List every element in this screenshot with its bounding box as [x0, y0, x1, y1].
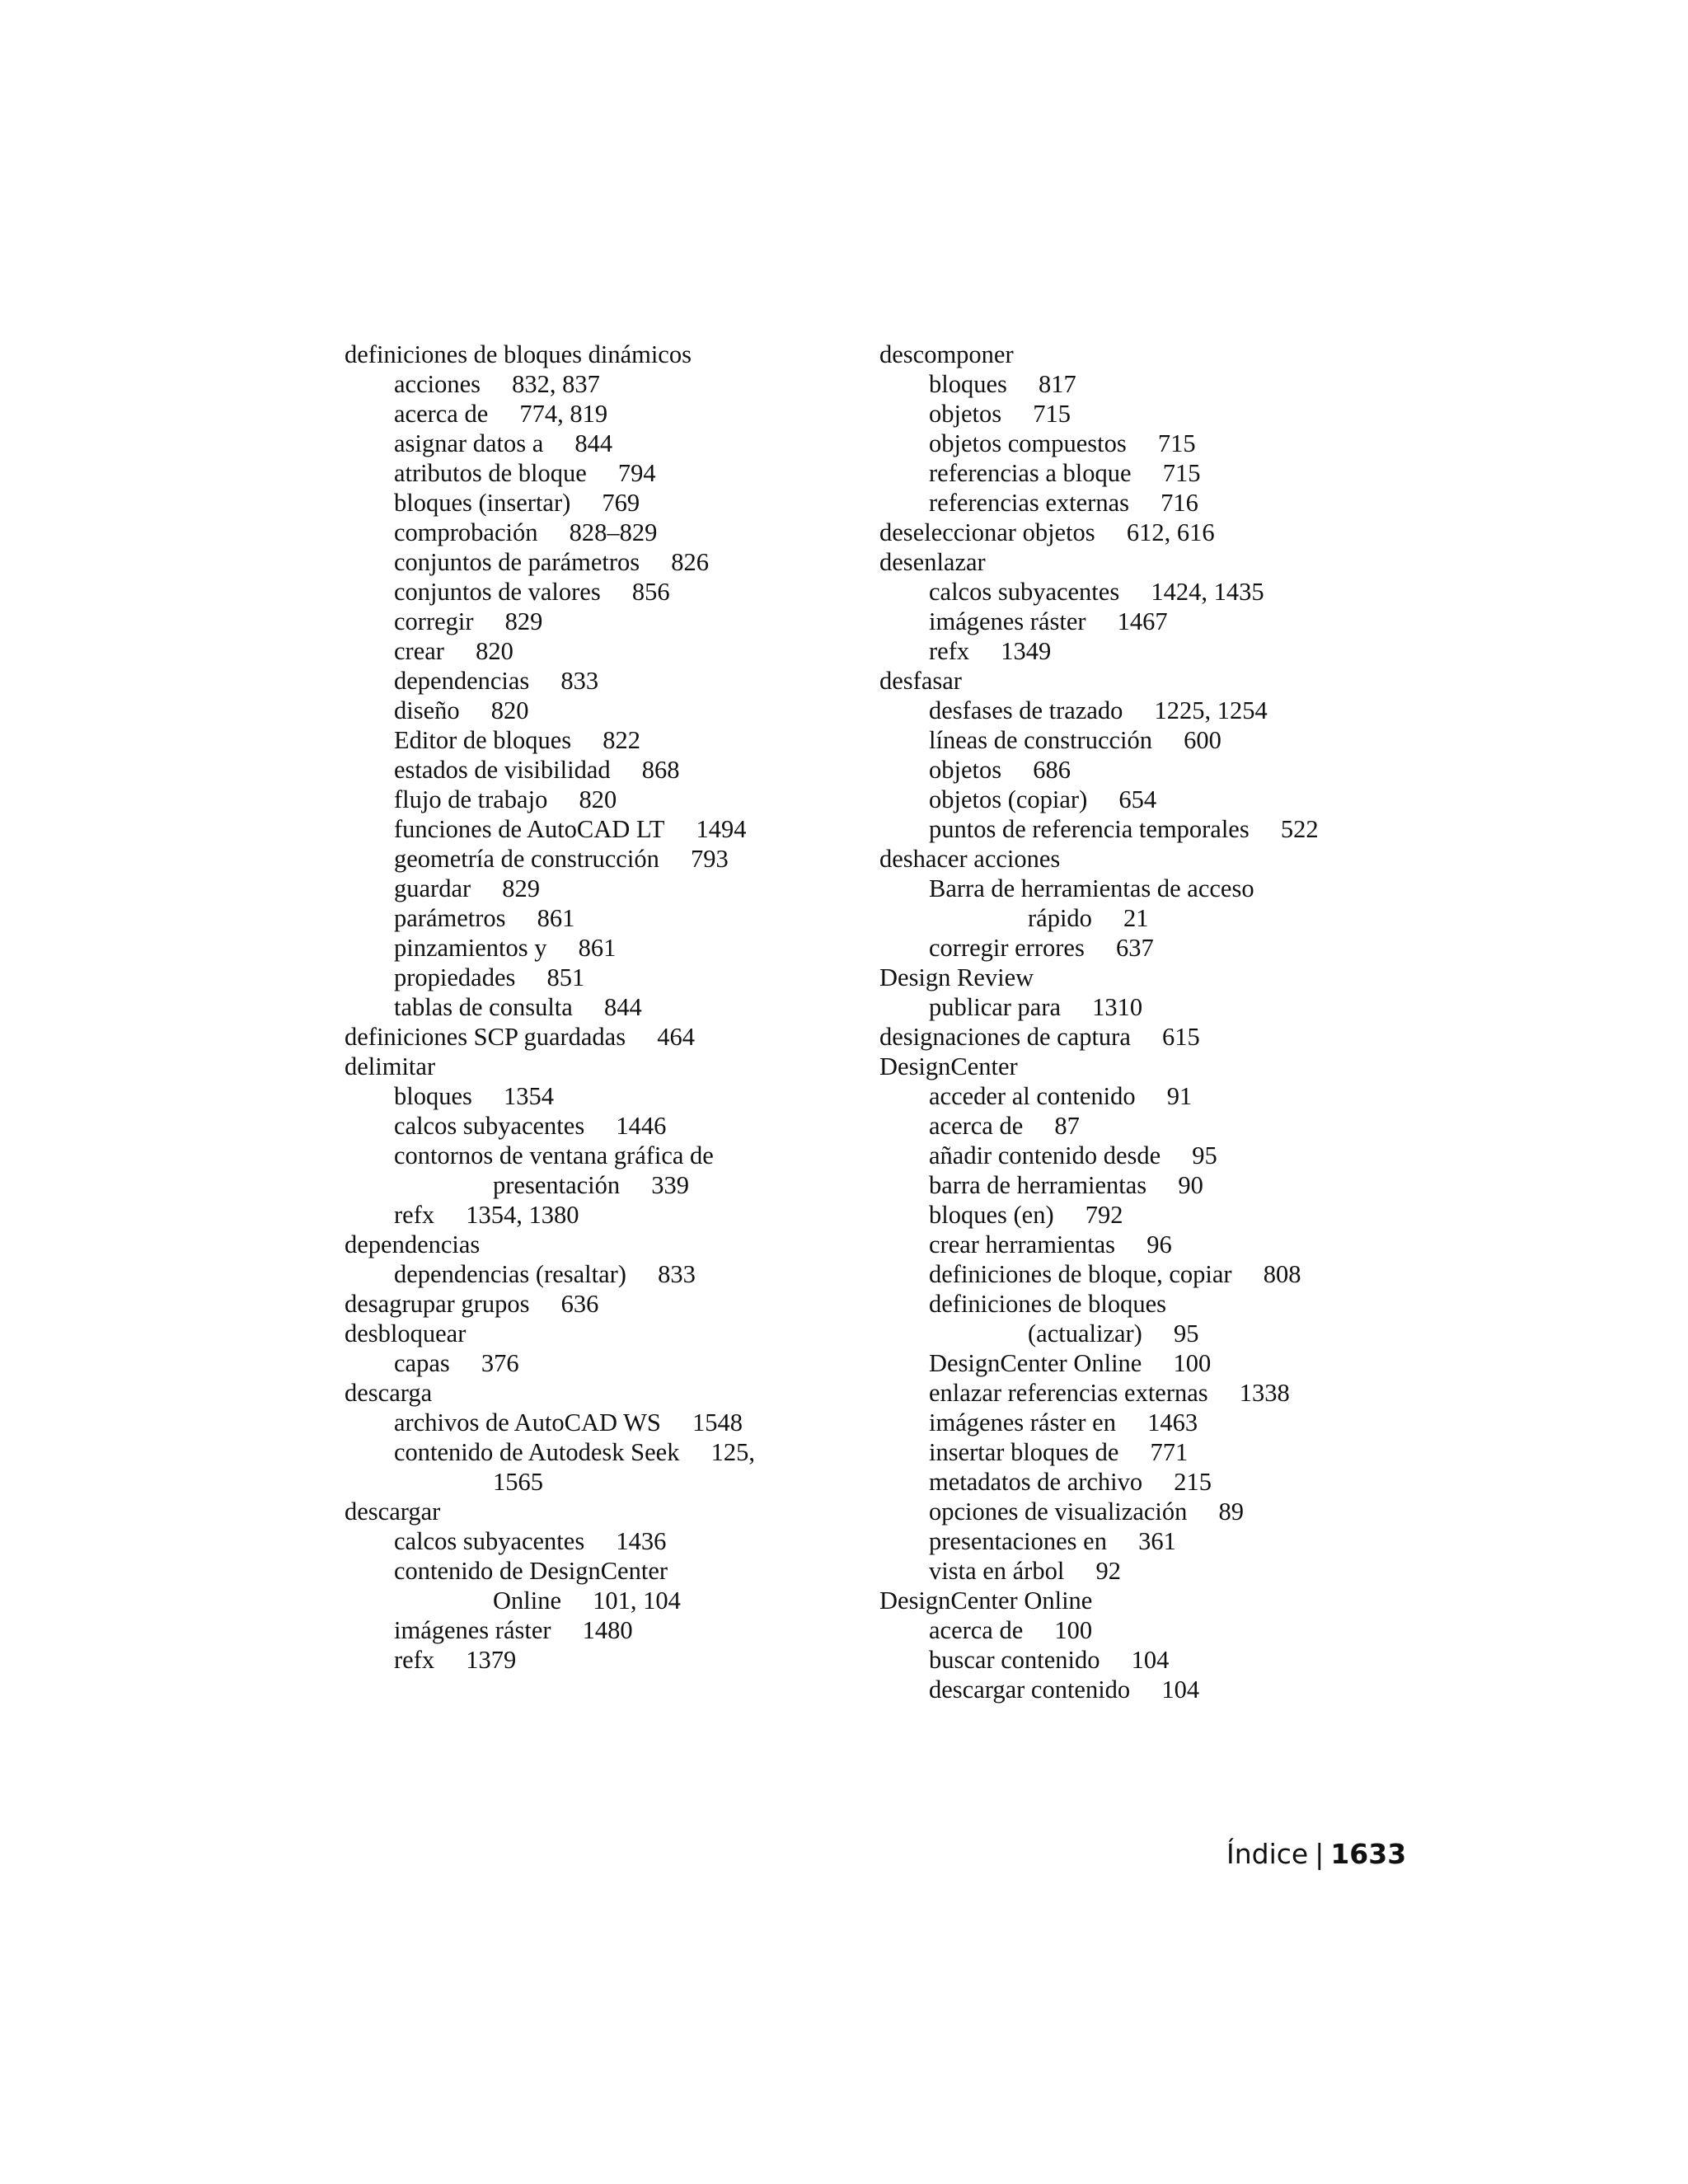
index-page-refs: 828–829: [569, 518, 658, 546]
index-subentry: [879, 1230, 1407, 1259]
index-term: comprobación: [394, 518, 538, 546]
index-entry: [345, 1230, 839, 1259]
index-subentry: [345, 1437, 839, 1467]
index-term: objetos: [929, 756, 1002, 784]
index-page-refs: 1463: [1147, 1408, 1198, 1436]
index-subentry: [879, 399, 1407, 429]
index-subentry: [879, 1526, 1407, 1556]
index-entry: [879, 1022, 1407, 1052]
index-page-refs: 808: [1263, 1260, 1301, 1288]
index-continuation: [879, 903, 1407, 933]
index-term: 1565: [493, 1468, 543, 1496]
index-term: descarga: [345, 1379, 433, 1407]
index-entry: [879, 518, 1407, 547]
index-page-refs: 844: [603, 993, 642, 1021]
index-term: descargar: [345, 1497, 441, 1526]
index-term: líneas de construcción: [929, 726, 1153, 754]
index-term: conjuntos de valores: [394, 578, 601, 606]
index-term: insertar bloques de: [929, 1438, 1119, 1466]
index-page-refs: 1436: [616, 1527, 667, 1555]
index-page-refs: 21: [1123, 904, 1149, 932]
index-term: propiedades: [394, 963, 516, 991]
index-term: dependencias (resaltar): [394, 1260, 626, 1288]
index-page-refs: 1354, 1380: [466, 1201, 579, 1229]
page-footer: [1226, 1838, 1416, 1871]
index-subentry: [879, 1259, 1407, 1289]
index-subentry: [345, 636, 839, 666]
index-term: desenlazar: [879, 548, 986, 576]
index-entry: [879, 1586, 1407, 1615]
index-page-refs: 861: [537, 904, 575, 932]
index-subentry: [879, 1467, 1407, 1497]
index-subentry: [345, 1526, 839, 1556]
index-subentry: [345, 725, 839, 755]
index-page-refs: 829: [504, 607, 543, 635]
index-page-refs: 125,: [710, 1438, 755, 1466]
index-term: (actualizar): [1028, 1319, 1142, 1347]
index-subentry: [879, 1111, 1407, 1141]
index-page-refs: 1424, 1435: [1151, 578, 1264, 606]
index-page-refs: 829: [502, 874, 541, 902]
index-subentry: [879, 1645, 1407, 1675]
index-page-refs: 1354: [504, 1082, 555, 1110]
index-subentry: [345, 1408, 839, 1437]
index-continuation: [345, 1170, 839, 1200]
index-term: estados de visibilidad: [394, 756, 611, 784]
index-subentry: [879, 1437, 1407, 1467]
index-term: imágenes ráster en: [929, 1408, 1116, 1436]
index-page-refs: 1446: [616, 1112, 667, 1140]
index-entry: [879, 1052, 1407, 1081]
index-subentry: [879, 1556, 1407, 1586]
index-term: dependencias: [394, 667, 530, 695]
index-subentry: [345, 874, 839, 903]
index-page-refs: 817: [1039, 370, 1076, 398]
index-subentry: [345, 1615, 839, 1645]
index-page-refs: 100: [1054, 1616, 1093, 1644]
index-page-refs: 90: [1178, 1171, 1203, 1199]
index-subentry: [879, 933, 1407, 963]
index-subentry: [345, 488, 839, 518]
index-term: refx: [394, 1201, 435, 1229]
index-term: referencias externas: [929, 489, 1129, 517]
index-continuation: [345, 1586, 839, 1615]
index-subentry: [879, 429, 1407, 458]
index-subentry: [345, 696, 839, 725]
index-entry: [879, 340, 1407, 369]
index-term: bloques: [929, 370, 1007, 398]
index-subentry: [345, 1259, 839, 1289]
index-entry: [345, 1022, 839, 1052]
index-page-refs: 822: [603, 726, 641, 754]
index-page-refs: 654: [1118, 785, 1157, 813]
index-term: desfasar: [879, 667, 962, 695]
index-subentry: [345, 933, 839, 963]
index-term: acerca de: [929, 1616, 1024, 1644]
index-term: referencias a bloque: [929, 459, 1132, 487]
index-term: Design Review: [879, 963, 1034, 991]
index-page-refs: 92: [1095, 1557, 1121, 1585]
index-subentry: [879, 1497, 1407, 1526]
index-term: barra de herramientas: [929, 1171, 1147, 1199]
index-entry: [345, 1289, 839, 1319]
index-term: calcos subyacentes: [394, 1112, 585, 1140]
index-page-refs: 1467: [1117, 607, 1168, 635]
index-term: Editor de bloques: [394, 726, 572, 754]
index-page-refs: 1494: [696, 815, 747, 843]
index-term: publicar para: [929, 993, 1062, 1021]
index-subentry: [345, 607, 839, 636]
index-subentry: [345, 903, 839, 933]
index-page-refs: 89: [1218, 1497, 1244, 1526]
index-term: presentación: [493, 1171, 621, 1199]
index-subentry: [879, 1675, 1407, 1704]
index-page-refs: 95: [1173, 1319, 1199, 1347]
index-term: DesignCenter: [879, 1052, 1018, 1080]
index-term: conjuntos de parámetros: [394, 548, 640, 576]
index-page-refs: 104: [1161, 1675, 1200, 1704]
index-subentry: [879, 369, 1407, 399]
index-term: geometría de construcción: [394, 845, 659, 873]
index-term: capas: [394, 1349, 450, 1377]
index-page-refs: 820: [490, 696, 529, 724]
index-subentry: [345, 577, 839, 607]
index-page-refs: 715: [1033, 400, 1071, 428]
index-subentry: [345, 666, 839, 696]
index-subentry: [345, 1200, 839, 1230]
index-page-refs: 851: [546, 963, 585, 991]
index-term: deseleccionar objetos: [879, 518, 1095, 546]
index-subentry: [879, 725, 1407, 755]
index-subentry: [879, 1615, 1407, 1645]
index-page-refs: 820: [579, 785, 617, 813]
index-page-refs: 615: [1162, 1023, 1200, 1051]
index-subentry: [879, 1170, 1407, 1200]
index-page-refs: 774, 819: [519, 400, 608, 428]
index-page-refs: 861: [578, 934, 617, 962]
index-page-refs: 612, 616: [1126, 518, 1215, 546]
index-term: flujo de trabajo: [394, 785, 548, 813]
index-subentry: [345, 1081, 839, 1111]
index-term: acceder al contenido: [929, 1082, 1136, 1110]
index-entry: [879, 547, 1407, 577]
index-term: imágenes ráster: [929, 607, 1086, 635]
index-term: deshacer acciones: [879, 845, 1061, 873]
index-term: crear herramientas: [929, 1230, 1116, 1258]
index-page-refs: 361: [1138, 1527, 1176, 1555]
index-subentry: [345, 992, 839, 1022]
index-page-refs: 600: [1184, 726, 1221, 754]
index-page-refs: 820: [476, 637, 513, 665]
index-term: pinzamientos y: [394, 934, 547, 962]
index-subentry: [879, 785, 1407, 814]
index-page-refs: 96: [1146, 1230, 1172, 1258]
index-term: imágenes ráster: [394, 1616, 551, 1644]
index-term: parámetros: [394, 904, 506, 932]
index-page-refs: 715: [1162, 459, 1201, 487]
index-entry: [345, 1052, 839, 1081]
index-term: refx: [929, 637, 970, 665]
index-subentry: [879, 1200, 1407, 1230]
index-subentry: [345, 429, 839, 458]
index-term: acerca de: [929, 1112, 1024, 1140]
index-page-refs: 1548: [692, 1408, 743, 1436]
index-page-refs: 522: [1280, 815, 1319, 843]
index-term: corregir errores: [929, 934, 1085, 962]
index-page-refs: 339: [651, 1171, 689, 1199]
index-page-refs: 856: [631, 578, 670, 606]
index-page-refs: 100: [1173, 1349, 1212, 1377]
index-term: calcos subyacentes: [394, 1527, 585, 1555]
page-number: 1633: [1330, 1838, 1407, 1870]
index-subentry: [345, 963, 839, 992]
index-term: desfases de trazado: [929, 696, 1123, 724]
index-subentry: [879, 1378, 1407, 1408]
index-page-refs: 1349: [1001, 637, 1052, 665]
index-page-refs: 715: [1157, 429, 1196, 457]
index-term: contornos de ventana gráfica de: [394, 1141, 714, 1169]
index-subentry: [345, 1141, 839, 1170]
index-subentry: [879, 696, 1407, 725]
index-term: refx: [394, 1646, 435, 1674]
index-subentry: [345, 399, 839, 429]
footer-section-title: Índice: [1226, 1838, 1309, 1870]
index-term: acerca de: [394, 400, 489, 428]
index-subentry: [345, 1645, 839, 1675]
index-term: delimitar: [345, 1052, 436, 1080]
index-entry: [345, 1319, 839, 1348]
index-term: objetos (copiar): [929, 785, 1088, 813]
index-subentry: [879, 1408, 1407, 1437]
index-subentry: [345, 785, 839, 814]
index-term: desagrupar grupos: [345, 1290, 530, 1318]
index-column-right: [879, 340, 1407, 1704]
index-term: archivos de AutoCAD WS: [394, 1408, 661, 1436]
index-term: definiciones de bloques: [929, 1290, 1166, 1318]
index-term: definiciones de bloque, copiar: [929, 1260, 1232, 1288]
index-page-refs: 833: [658, 1260, 696, 1288]
index-subentry: [879, 1289, 1407, 1319]
index-subentry: [345, 1348, 839, 1378]
index-subentry: [879, 814, 1407, 844]
index-page-refs: 376: [481, 1349, 519, 1377]
index-subentry: [345, 755, 839, 785]
index-page-refs: 792: [1085, 1201, 1123, 1229]
index-term: definiciones SCP guardadas: [345, 1023, 626, 1051]
index-page-refs: 87: [1054, 1112, 1080, 1140]
index-subentry: [879, 636, 1407, 666]
index-term: descargar contenido: [929, 1675, 1131, 1704]
index-term: DesignCenter Online: [879, 1586, 1093, 1615]
index-term: desbloquear: [345, 1319, 467, 1347]
index-page-refs: 1310: [1092, 993, 1143, 1021]
index-subentry: [345, 1556, 839, 1586]
index-term: metadatos de archivo: [929, 1468, 1143, 1496]
index-page-refs: 1480: [582, 1616, 633, 1644]
index-subentry: [879, 577, 1407, 607]
index-term: añadir contenido desde: [929, 1141, 1161, 1169]
index-page-refs: 832, 837: [512, 370, 600, 398]
index-term: DesignCenter Online: [929, 1349, 1142, 1377]
index-term: buscar contenido: [929, 1646, 1100, 1674]
index-term: descomponer: [879, 340, 1014, 368]
index-page-refs: 793: [690, 845, 729, 873]
index-page-refs: 464: [657, 1023, 695, 1051]
index-subentry: [879, 992, 1407, 1022]
index-page-refs: 794: [617, 459, 656, 487]
index-column-left: [345, 340, 839, 1675]
index-entry: [879, 666, 1407, 696]
index-term: contenido de DesignCenter: [394, 1557, 668, 1585]
index-page-refs: 636: [560, 1290, 599, 1318]
index-subentry: [345, 844, 839, 874]
index-page-refs: 833: [560, 667, 599, 695]
index-page-refs: 637: [1115, 934, 1154, 962]
index-page-refs: 844: [574, 429, 613, 457]
index-subentry: [879, 458, 1407, 488]
index-entry: [345, 340, 839, 369]
index-term: contenido de Autodesk Seek: [394, 1438, 680, 1466]
index-term: bloques (insertar): [394, 489, 571, 517]
index-term: crear: [394, 637, 444, 665]
index-continuation: [345, 1467, 839, 1497]
index-subentry: [345, 1111, 839, 1141]
index-term: puntos de referencia temporales: [929, 815, 1250, 843]
index-entry: [345, 1378, 839, 1408]
index-page-refs: 101, 104: [593, 1586, 681, 1615]
index-term: atributos de bloque: [394, 459, 587, 487]
index-term: asignar datos a: [394, 429, 544, 457]
index-subentry: [879, 488, 1407, 518]
index-page-refs: 215: [1174, 1468, 1212, 1496]
index-term: funciones de AutoCAD LT: [394, 815, 665, 843]
index-page-refs: 686: [1033, 756, 1071, 784]
index-subentry: [879, 874, 1407, 903]
index-page-refs: 95: [1192, 1141, 1217, 1169]
index-term: bloques: [394, 1082, 472, 1110]
index-term: presentaciones en: [929, 1527, 1107, 1555]
index-page-refs: 868: [641, 756, 680, 784]
index-subentry: [345, 369, 839, 399]
index-term: bloques (en): [929, 1201, 1054, 1229]
index-subentry: [879, 1081, 1407, 1111]
index-entry: [879, 844, 1407, 874]
index-page-refs: 1338: [1239, 1379, 1290, 1407]
index-term: objetos compuestos: [929, 429, 1127, 457]
index-page-refs: 771: [1150, 1438, 1189, 1466]
index-subentry: [345, 814, 839, 844]
index-subentry: [879, 1348, 1407, 1378]
index-term: acciones: [394, 370, 481, 398]
index-term: enlazar referencias externas: [929, 1379, 1208, 1407]
index-subentry: [879, 1141, 1407, 1170]
index-term: objetos: [929, 400, 1002, 428]
index-term: corregir: [394, 607, 474, 635]
footer-separator: |: [1315, 1838, 1325, 1870]
index-page-refs: 1379: [466, 1646, 517, 1674]
index-term: diseño: [394, 696, 460, 724]
index-subentry: [345, 547, 839, 577]
index-term: Barra de herramientas de acceso: [929, 874, 1254, 902]
index-term: rápido: [1028, 904, 1092, 932]
index-entry: [879, 963, 1407, 992]
index-page-refs: 104: [1131, 1646, 1170, 1674]
index-continuation: [879, 1319, 1407, 1348]
index-page-refs: 826: [671, 548, 710, 576]
index-page-refs: 91: [1166, 1082, 1193, 1110]
index-term: calcos subyacentes: [929, 578, 1120, 606]
index-term: vista en árbol: [929, 1557, 1065, 1585]
index-subentry: [879, 607, 1407, 636]
index-term: definiciones de bloques dinámicos: [345, 340, 692, 368]
index-subentry: [879, 755, 1407, 785]
index-term: Online: [493, 1586, 562, 1615]
index-entry: [345, 1497, 839, 1526]
index-page-refs: 1225, 1254: [1154, 696, 1268, 724]
index-term: designaciones de captura: [879, 1023, 1131, 1051]
index-subentry: [345, 458, 839, 488]
index-subentry: [345, 518, 839, 547]
index-term: tablas de consulta: [394, 993, 573, 1021]
index-page-refs: 716: [1160, 489, 1198, 517]
index-term: guardar: [394, 874, 471, 902]
index-page-refs: 769: [602, 489, 640, 517]
index-term: dependencias: [345, 1230, 481, 1258]
index-term: opciones de visualización: [929, 1497, 1188, 1526]
